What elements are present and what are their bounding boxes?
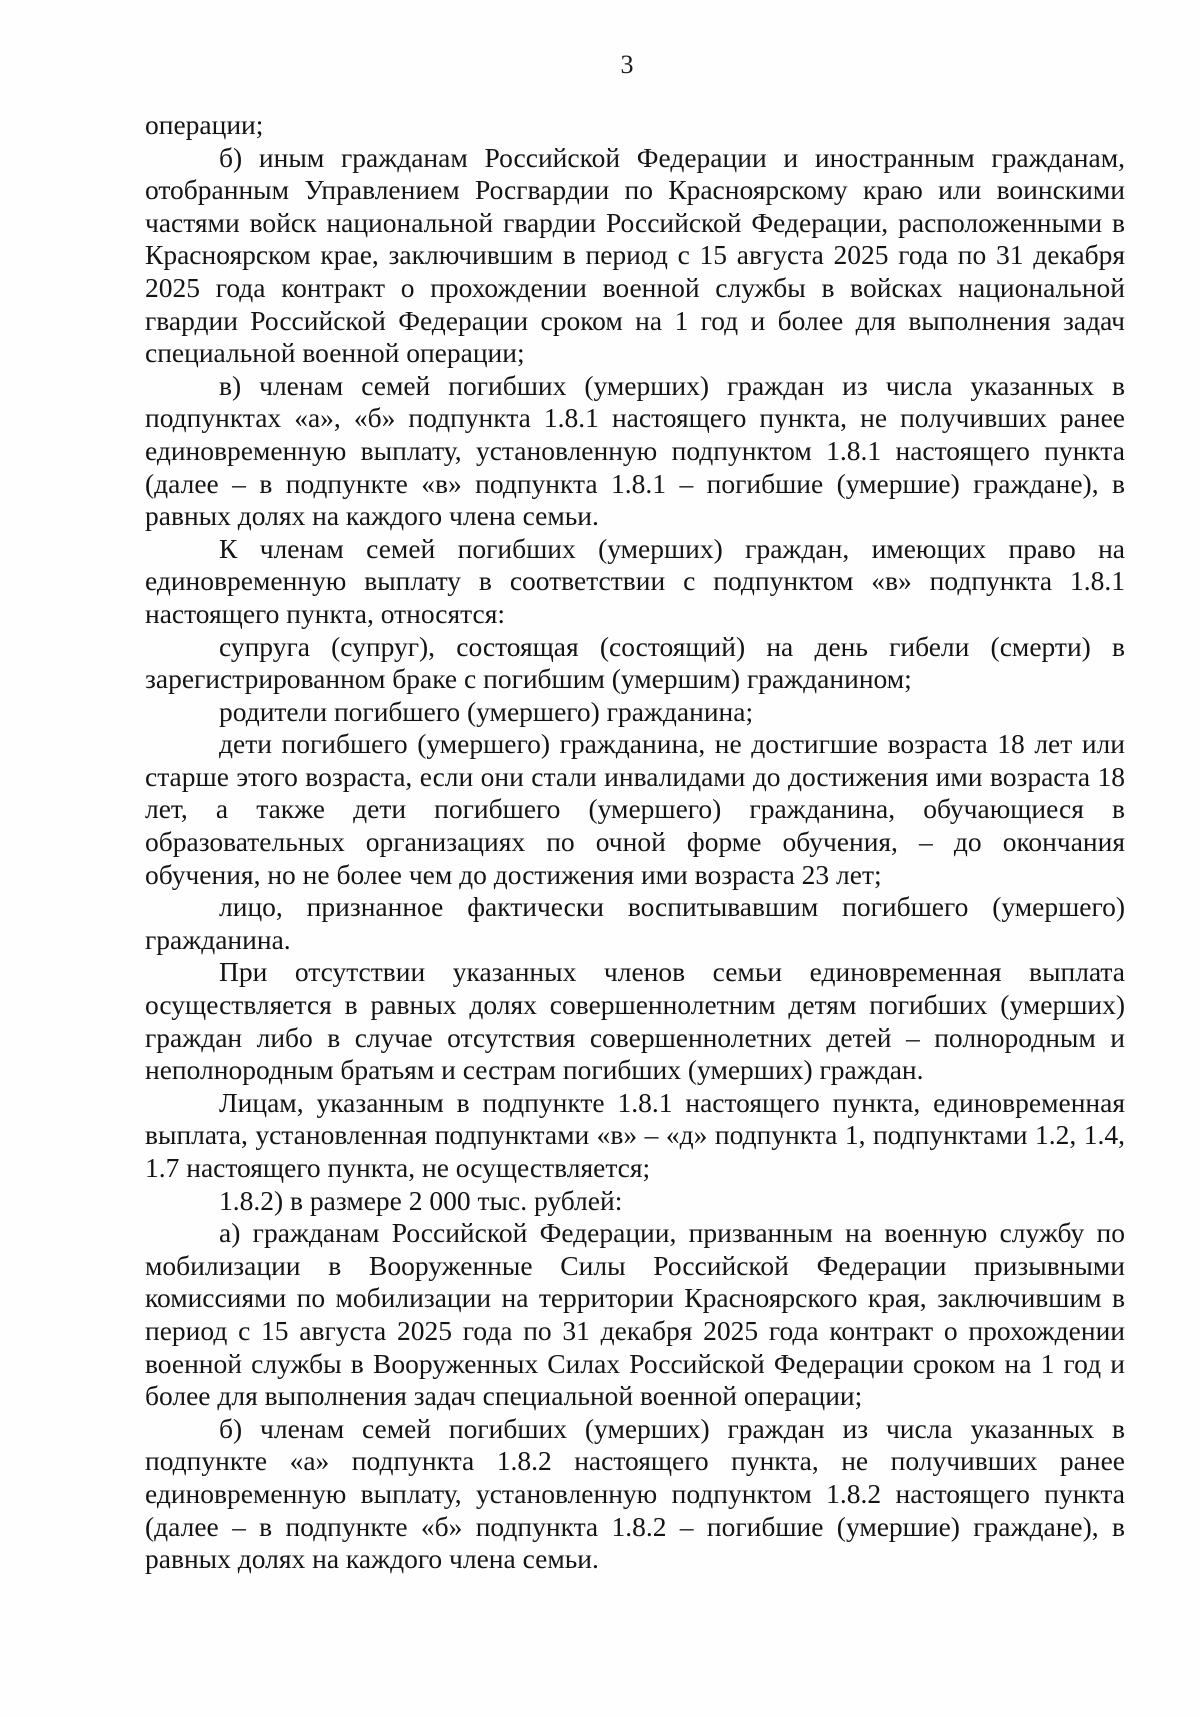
paragraph: Лицам, указанным в подпункте 1.8.1 настоящего пункта, единовременная выплата, установленная подпунктами «в» – «д» подпункта 1, подпунктами 1.2, 1.4, 1.7 настоящего пункта, не осуществляется; — [145, 1086, 1125, 1183]
page-number: 3 — [620, 50, 634, 79]
paragraph: в) членам семей погибших (умерших) граждан из числа указанных в подпунктах «а», «б» подпункта 1.8.1 настоящего пункта, не получивших ранее единовременную выплату, установленную подпунктом 1.8.1 настоящего пункта (далее – в подпункте «в» подпункта 1.8.1 – погибшие (умершие) граждане), в равных долях на каждого члена семьи. — [145, 369, 1125, 532]
paragraph: операции; — [145, 109, 264, 140]
paragraph: К членам семей погибших (умерших) граждан, имеющих право на единовременную выплату в соответствии с подпунктом «в» подпункта 1.8.1 настоящего пункта, относятся: — [145, 532, 1125, 629]
paragraph: дети погибшего (умершего) гражданина, не достигшие возраста 18 лет или старше этого возраста, если они стали инвалидами до достижения ими возраста 18 лет, а также дети погибшего (умершего) гражданина, обучающиеся в образовательных организациях по очной форме обучения, – до окончания обучения, но не более чем до достижения ими возраста 23 лет; — [145, 728, 1125, 890]
paragraph: 1.8.2) в размере 2 000 тыс. рублей: — [219, 1184, 623, 1216]
paragraph: При отсутствии указанных членов семьи единовременная выплата осуществляется в равных долях совершеннолетним детям погибших (умерших) граждан либо в случае отсутствия совершеннолетних детей – полнородным и неполнородным братьям и сестрам погибших (умерших) граждан. — [145, 956, 1125, 1086]
paragraph: лицо, признанное фактически воспитывавшим погибшего (умершего) гражданина. — [145, 891, 1125, 955]
paragraph: родители погибшего (умершего) гражданина; — [219, 695, 754, 727]
document-body — [145, 109, 1125, 1576]
paragraph: б) членам семей погибших (умерших) граждан из числа указанных в подпункте «а» подпункта 1.8.2 настоящего пункта, не получивших ранее единовременную выплату, установленную подпунктом 1.8.2 настоящего пункта (далее – в подпункте «б» подпункта 1.8.2 – погибшие (умершие) граждане), в равных долях на каждого члена семьи. — [145, 1412, 1125, 1575]
paragraph: б) иным гражданам Российской Федерации и иностранным гражданам, отобранным Управлением Росгвардии по Красноярскому краю или воинскими частями войск национальной гвардии Российской Федерации, расположенными в Красноярском крае, заключившим в период с 15 августа 2025 года по 31 декабря 2025 года контракт о прохождении военной службы в войсках национальной гвардии Российской Федерации сроком на 1 год и более для выполнения задач специальной военной операции; — [145, 141, 1125, 369]
paragraph: супруга (супруг), состоящая (состоящий) на день гибели (смерти) в зарегистрированном браке с погибшим (умершим) гражданином; — [145, 630, 1125, 695]
paragraph: а) гражданам Российской Федерации, призванным на военную службу по мобилизации в Вооруженные Силы Российской Федерации призывными комиссиями по мобилизации на территории Красноярского края, заключившим в период с 15 августа 2025 года по 31 декабря 2025 года контракт о прохождении военной службы в Вооруженных Силах Российской Федерации сроком на 1 год и более для выполнения задач специальной военной операции; — [145, 1217, 1125, 1412]
